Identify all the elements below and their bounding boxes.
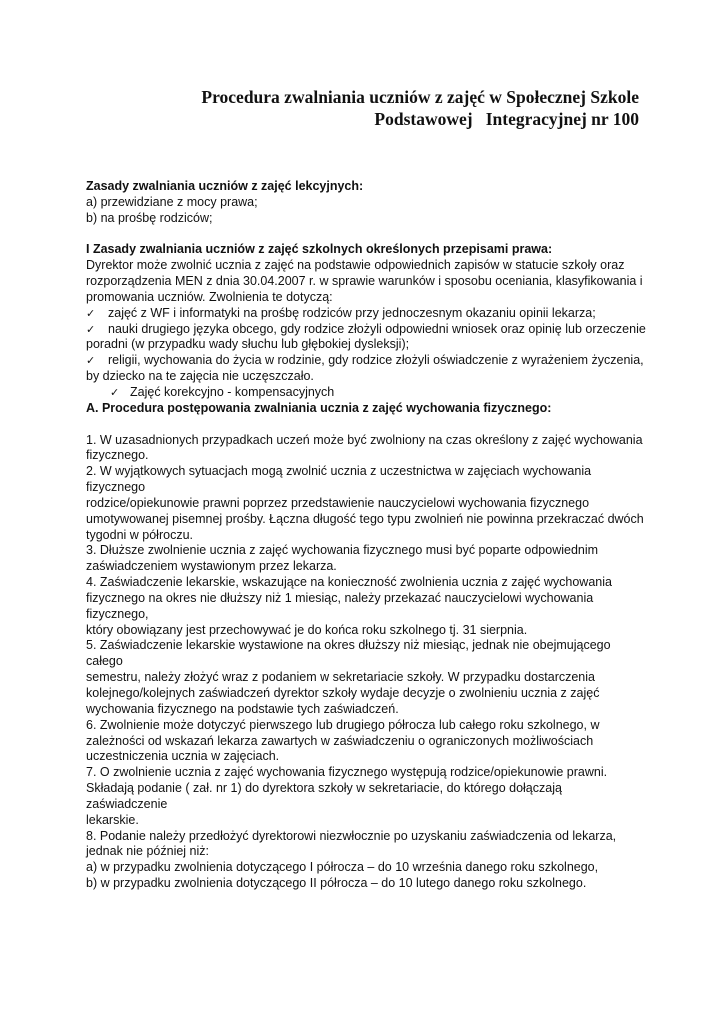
sectionA-content xyxy=(86,433,646,892)
checkmark-icon: ✓ xyxy=(110,385,120,399)
paragraph-line: kolejnego/kolejnych zaświadczeń dyrektor szkoły wydaje decyzje o zwolnieniu ucznia z zajęć xyxy=(86,686,600,700)
title-line-2: Podstawowej Integracyjnej nr 100 xyxy=(374,109,639,129)
sectionA-heading: A. Procedura postępowania zwalniania ucznia z zajęć wychowania fizycznego: xyxy=(86,400,552,415)
paragraph-line: 8. Podanie należy przedłożyć dyrektorowi niezwłocznie po uzyskaniu zaświadczenia od lekarza, xyxy=(86,828,617,843)
paragraph-line: rozporządzenia MEN z dnia 30.04.2007 r. w sprawie warunków i sposobu oceniania, klasyfikowania i xyxy=(86,274,643,289)
spacer xyxy=(86,227,646,243)
paragraph-line: wychowania fizycznego na podstawie tych zaświadczeń. xyxy=(86,701,399,716)
paragraph-line: 7. O zwolnienie ucznia z zajęć wychowania fizycznego występują rodzice/opiekunowie prawni. xyxy=(86,765,608,780)
section1-heading: I Zasady zwalniania uczniów z zajęć szkolnych określonych przepisami prawa: xyxy=(86,242,553,257)
checkmark-icon: ✓ xyxy=(86,322,96,336)
paragraph-line: Dyrektor może zwolnić ucznia z zajęć na podstawie odpowiednich zapisów w statucie szkoły oraz xyxy=(86,258,625,273)
check-item: ✓ religii, wychowania do życia w rodzinie, gdy rodzice złożyli oświadczenie z wyrażeniem życzenia, xyxy=(86,353,644,368)
paragraph-line: tygodni w półroczu. xyxy=(86,527,194,542)
intro-item: b) na prośbę rodziców; xyxy=(86,210,213,225)
paragraph-line: jednak nie później niż: xyxy=(86,844,209,859)
paragraph-line: semestru, należy złożyć wraz z podaniem w sekretariacie szkoły. W przypadku dostarczenia xyxy=(86,670,595,685)
document-title xyxy=(201,86,639,130)
paragraph-line: rodzice/opiekunowie prawni poprzez przedstawienie nauczycielowi wychowania fizycznego xyxy=(86,495,590,510)
paragraph-line: fizycznego na okres nie dłuższy niż 1 miesiąc, należy przekazać nauczycielowi wychowania fizycznego, xyxy=(86,590,594,621)
paragraph-line: zależności od wskazań lekarza zawartych w zaświadczeniu o ograniczonych możliwościach xyxy=(86,733,594,748)
check-item-continuation: poradni (w przypadku wady słuchu lub głębokiej dysleksji); xyxy=(86,337,410,352)
paragraph-line: 6. Zwolnienie może dotyczyć pierwszego lub drugiego półrocza lub całego roku szkolnego, w xyxy=(86,717,600,732)
checkmark-icon: ✓ xyxy=(86,306,96,320)
document-body xyxy=(86,179,646,892)
paragraph-line: Składają podanie ( zał. nr 1) do dyrektora szkoły w sekretariacie, do którego dołączają zaświadczenie xyxy=(86,781,562,811)
paragraph-line: który obowiązany jest przechowywać je do końca roku szkolnego tj. 31 sierpnia. xyxy=(86,622,528,637)
paragraph-line: umotywowanej pisemnej prośby. Łączna długość tego typu zwolnień nie powinna przekraczać dwóch xyxy=(86,511,644,526)
paragraph-line: b) w przypadku zwolnienia dotyczącego II półrocza – do 10 lutego danego roku szkolnego. xyxy=(86,876,587,891)
checkmark-icon: ✓ xyxy=(86,354,96,368)
check-item: ✓ nauki drugiego języka obcego, gdy rodzice złożyli odpowiedni wniosek oraz opinię lub orzeczenie xyxy=(86,321,646,336)
spacer xyxy=(86,417,646,433)
paragraph-line: a) w przypadku zwolnienia dotyczącego I półrocza – do 10 września danego roku szkolnego, xyxy=(86,860,599,875)
intro-item: a) przewidziane z mocy prawa; xyxy=(86,194,258,209)
paragraph-line: 2. W wyjątkowych sytuacjach mogą zwolnić ucznia z uczestnictwa w zajęciach wychowania fizycznego xyxy=(86,464,592,495)
check-item-indented: ✓ Zajęć korekcyjno - kompensacyjnych xyxy=(110,384,335,399)
title-line-1: Procedura zwalniania uczniów z zajęć w Społecznej Szkole xyxy=(201,87,639,107)
paragraph-line: promowania uczniów. Zwolnienia te dotyczą: xyxy=(86,289,333,304)
intro-heading: Zasady zwalniania uczniów z zajęć lekcyjnych: xyxy=(86,179,364,193)
paragraph-line: 5. Zaświadczenie lekarskie wystawione na okres dłuższy niż miesiąc, jednak nie obejmującego całego xyxy=(86,638,611,669)
paragraph-line: 1. W uzasadnionych przypadkach uczeń może być zwolniony na czas określony z zajęć wychowania xyxy=(86,432,643,447)
check-item-continuation: by dziecko na te zajęcia nie uczęszczało. xyxy=(86,369,314,384)
paragraph-line: zaświadczeniem wystawionym przez lekarza. xyxy=(86,559,337,574)
paragraph-line: lekarskie. xyxy=(86,812,139,827)
paragraph-line: 3. Dłuższe zwolnienie ucznia z zajęć wychowania fizycznego musi być poparte odpowiednim xyxy=(86,543,599,558)
paragraph-line: fizycznego. xyxy=(86,448,149,463)
check-item: ✓ zajęć z WF i informatyki na prośbę rodziców przy jednoczesnym okazaniu opinii lekarza; xyxy=(86,305,596,320)
paragraph-line: 4. Zaświadczenie lekarskie, wskazujące na konieczność zwolnienia ucznia z zajęć wychowania xyxy=(86,575,612,590)
paragraph-line: uczestniczenia ucznia w zajęciach. xyxy=(86,749,280,764)
